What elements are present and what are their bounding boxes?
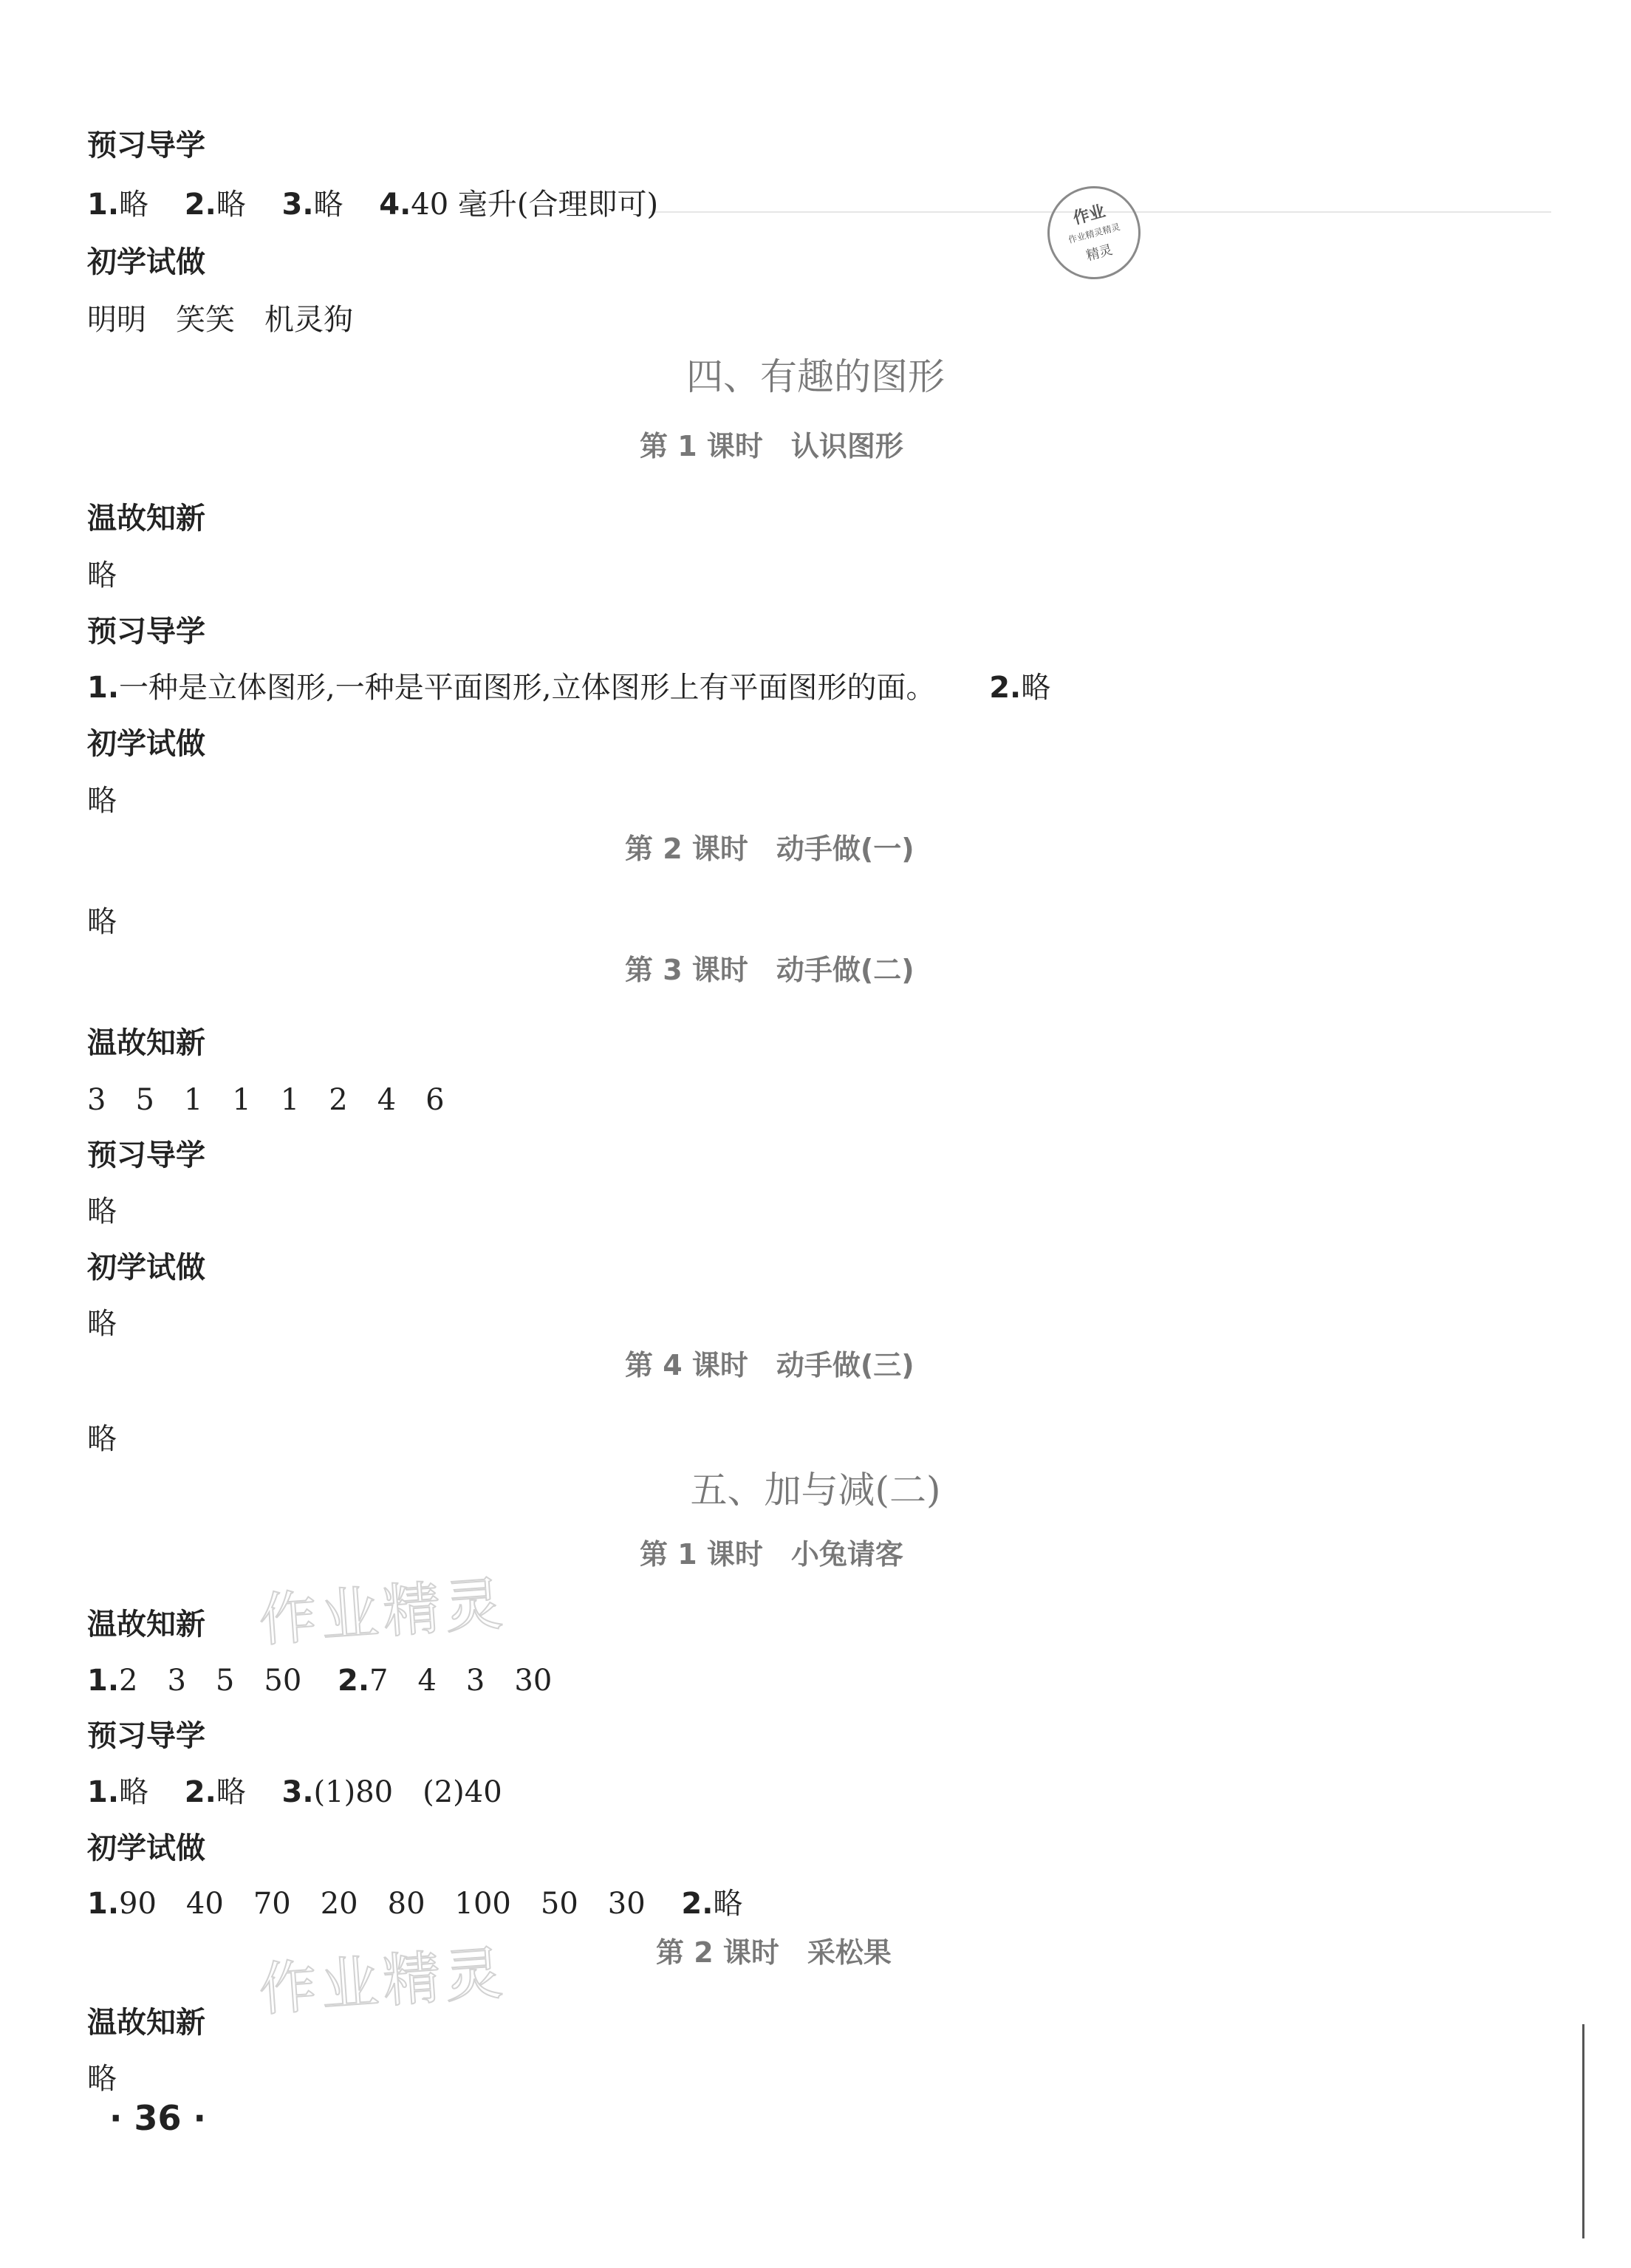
heading-preview: 预习导学	[87, 615, 205, 649]
lesson-title: 第 1 课时 认识图形	[640, 430, 903, 462]
answer-line: 略	[87, 2062, 117, 2096]
answer-text: 2 3 5 50	[119, 1664, 302, 1698]
item-number: 1.	[87, 671, 120, 705]
answer-text: 略	[216, 188, 246, 222]
answer-text: 40 毫升(合理即可)	[411, 188, 659, 222]
lesson-title: 第 4 课时 动手做(三)	[625, 1349, 914, 1381]
watermark-1: 作业精灵	[256, 1571, 510, 1655]
page-number: · 36 ·	[109, 2098, 206, 2138]
heading-preview: 预习导学	[87, 129, 205, 163]
lesson-title: 第 1 课时 小兔请客	[640, 1538, 903, 1571]
heading-review: 温故知新	[87, 502, 205, 536]
stamp-text-3: 精灵	[1084, 242, 1115, 264]
lesson-title: 第 2 课时 动手做(一)	[625, 833, 914, 865]
answer-text: 略	[216, 1775, 246, 1809]
answer-line	[87, 1657, 552, 1699]
answer-text: 略	[713, 1887, 743, 1921]
unit-title: 四、有趣的图形	[686, 355, 945, 398]
item-number: 3.	[281, 1775, 314, 1809]
stamp-text-2: 作业精灵精灵	[1067, 221, 1121, 246]
answer-text: 略	[119, 188, 149, 222]
answer-line: 略	[87, 1195, 117, 1229]
page-edge-mark	[1582, 2024, 1584, 2238]
answer-line	[87, 1880, 742, 1922]
answer-text: 7 4 3 30	[369, 1664, 553, 1698]
stamp-text-1: 作业	[1071, 202, 1108, 229]
answer-line: 略	[87, 1422, 117, 1456]
lesson-title: 第 3 课时 动手做(二)	[625, 954, 914, 986]
heading-preview: 预习导学	[87, 1138, 205, 1172]
answer-line	[87, 1769, 502, 1811]
answer-line: 略	[87, 784, 117, 818]
answer-line	[87, 664, 1050, 706]
answer-text: 略	[1021, 671, 1051, 705]
unit-title: 五、加与减(二)	[690, 1469, 941, 1512]
heading-preview: 预习导学	[87, 1719, 205, 1753]
answer-line: 略	[87, 559, 117, 592]
heading-review: 温故知新	[87, 2006, 205, 2040]
item-number: 2.	[681, 1887, 714, 1921]
answer-text: 90 40 70 20 80 100 50 30	[119, 1887, 646, 1921]
answer-text: 一种是立体图形,一种是平面图形,立体图形上有平面图形的面。	[119, 671, 936, 705]
answer-line: 明明 笑笑 机灵狗	[87, 303, 353, 337]
answer-text: (1)80 (2)40	[313, 1775, 502, 1809]
answer-line	[87, 181, 658, 223]
item-number: 3.	[281, 188, 314, 222]
item-number: 2.	[338, 1664, 370, 1698]
heading-review: 温故知新	[87, 1026, 205, 1060]
item-number: 4.	[379, 188, 411, 222]
item-number: 1.	[87, 1887, 120, 1921]
heading-trial: 初学试做	[87, 245, 205, 279]
item-number: 1.	[87, 1775, 120, 1809]
item-number: 2.	[184, 1775, 216, 1809]
heading-trial: 初学试做	[87, 1831, 205, 1865]
answer-line: 略	[87, 1307, 117, 1341]
watermark-2: 作业精灵	[256, 1940, 510, 2024]
answer-line: 略	[87, 905, 117, 939]
answer-line: 3 5 1 1 1 2 4 6	[87, 1083, 445, 1117]
item-number: 1.	[87, 188, 120, 222]
heading-review: 温故知新	[87, 1608, 205, 1642]
answer-text: 略	[313, 188, 343, 222]
item-number: 2.	[184, 188, 216, 222]
item-number: 2.	[989, 671, 1022, 705]
stamp-seal	[1037, 176, 1151, 290]
heading-trial: 初学试做	[87, 727, 205, 761]
item-number: 1.	[87, 1664, 120, 1698]
answer-text: 略	[119, 1775, 149, 1809]
heading-trial: 初学试做	[87, 1251, 205, 1285]
lesson-title: 第 2 课时 采松果	[656, 1936, 892, 1969]
